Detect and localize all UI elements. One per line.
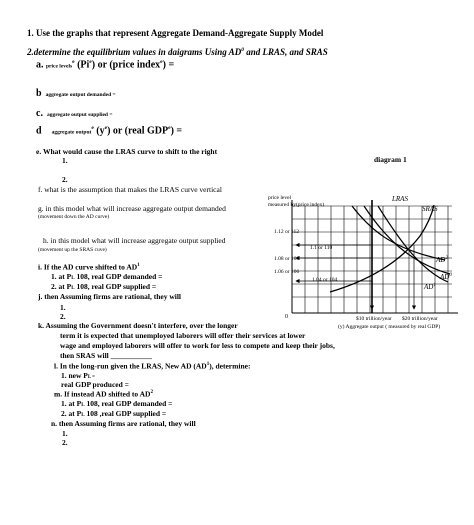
item-h-sub: (movement up the SRAS cuve) xyxy=(38,247,107,253)
item-e: e. What would cause the LRAS curve to shift to the right xyxy=(36,147,218,156)
ad0-label: $AD^0$ xyxy=(440,273,452,281)
item-n-1: 1. xyxy=(62,429,68,438)
item-i-1: 1. at PL 108, real GDP demanded = xyxy=(51,272,163,281)
item-h: h. in this model what will increase aggregate output supplied xyxy=(43,236,226,245)
item-m: m. If instead AD shifted to $AD^2$ xyxy=(54,389,153,399)
tick-label-x-20: $20 trillion/year xyxy=(402,316,438,322)
item-d: d aggregate output$^e$ $(y^e)$ or (real $GDP^e$) = xyxy=(36,125,183,137)
item-i-2: 2. at PL 108, real GDP supplied = xyxy=(51,282,157,291)
item-l: l. In the long-run given the LRAS, New AD $(AD^1)$, determine: xyxy=(54,361,251,371)
y-axis-label-2: measured by(price index) xyxy=(268,202,325,208)
item-j-2: 2. xyxy=(60,312,66,321)
x-axis-label: (y) Aggregate output ( measured by real GDP) xyxy=(338,324,441,330)
question-1: 1. Use the graphs that represent Aggregate Demand-Aggregate Supply Model xyxy=(27,28,324,38)
y-axis-label-1: price level xyxy=(268,195,292,201)
item-n-2: 2. xyxy=(62,438,68,447)
origin-label: 0 xyxy=(285,314,288,320)
item-c: c. aggregate output supplied = xyxy=(36,108,113,119)
ad1-label: $AD^1$ xyxy=(424,283,436,291)
item-k: k. Assuming the Government doesn't interfere, over the longer xyxy=(38,321,238,330)
item-l-1: 1. new PL = xyxy=(61,371,96,380)
item-f: f. what is the assumption that makes the LRAS curve vertical xyxy=(38,185,222,194)
tick-label-y-108: 1.08 or 108 xyxy=(274,256,300,262)
tick-label-y-104: 1.04 or 104 xyxy=(312,277,338,283)
item-g: g. in this model what will increase aggregate output demanded xyxy=(38,204,226,213)
item-m-1: 1. at PL 108, real GDP demanded = xyxy=(61,399,173,408)
item-i: i. If the AD curve shifted to $AD^1$ xyxy=(38,262,140,272)
item-m-2: 2. at PL 108 ,real GDP supplied = xyxy=(61,409,167,418)
item-g-sub: (movement down the AD curve) xyxy=(38,214,110,220)
tick-label-y-110: 1.1 or 110 xyxy=(310,245,333,251)
item-j: j. then Assuming firms are rational, they will xyxy=(38,292,181,301)
item-k-line2: term it is expected that unemployed laborers will offer their services at lower xyxy=(60,331,306,340)
lras-label: LRAS xyxy=(392,195,408,203)
sras-label: SRAS xyxy=(422,205,438,213)
item-b: b aggregate output demanded = xyxy=(36,88,116,99)
item-j-1: 1. xyxy=(60,303,66,312)
tick-label-x-10: $10 trillion/year xyxy=(356,316,392,322)
item-l-2: real GDP produced = xyxy=(61,380,129,389)
item-n: n. then Assuming firms are rational, they will xyxy=(51,419,196,428)
question-2: 2.determine the equilibrium values in daigrams Using $AD^0$ and LRAS, and SRAS xyxy=(27,47,328,57)
tick-label-y-112: 1.12 or 112 xyxy=(274,229,300,235)
diagram-title: diagram 1 xyxy=(374,155,407,164)
sras-curve xyxy=(330,205,434,292)
ad2-label: $AD^2$ xyxy=(436,256,448,264)
item-k-line4: then SRAS will ___________ xyxy=(60,351,152,360)
tick-label-y-106: 1.06 or 106 xyxy=(274,269,300,275)
item-k-line3: wage and employed laborers will offer to work for less to compete and keep their jobs, xyxy=(60,341,335,350)
item-e-1: 1. xyxy=(62,156,68,165)
item-a: a. price levels$^e$ (Pi$^e$) or (price index$^e$) = xyxy=(36,59,175,71)
item-e-2: 2. xyxy=(62,175,68,184)
